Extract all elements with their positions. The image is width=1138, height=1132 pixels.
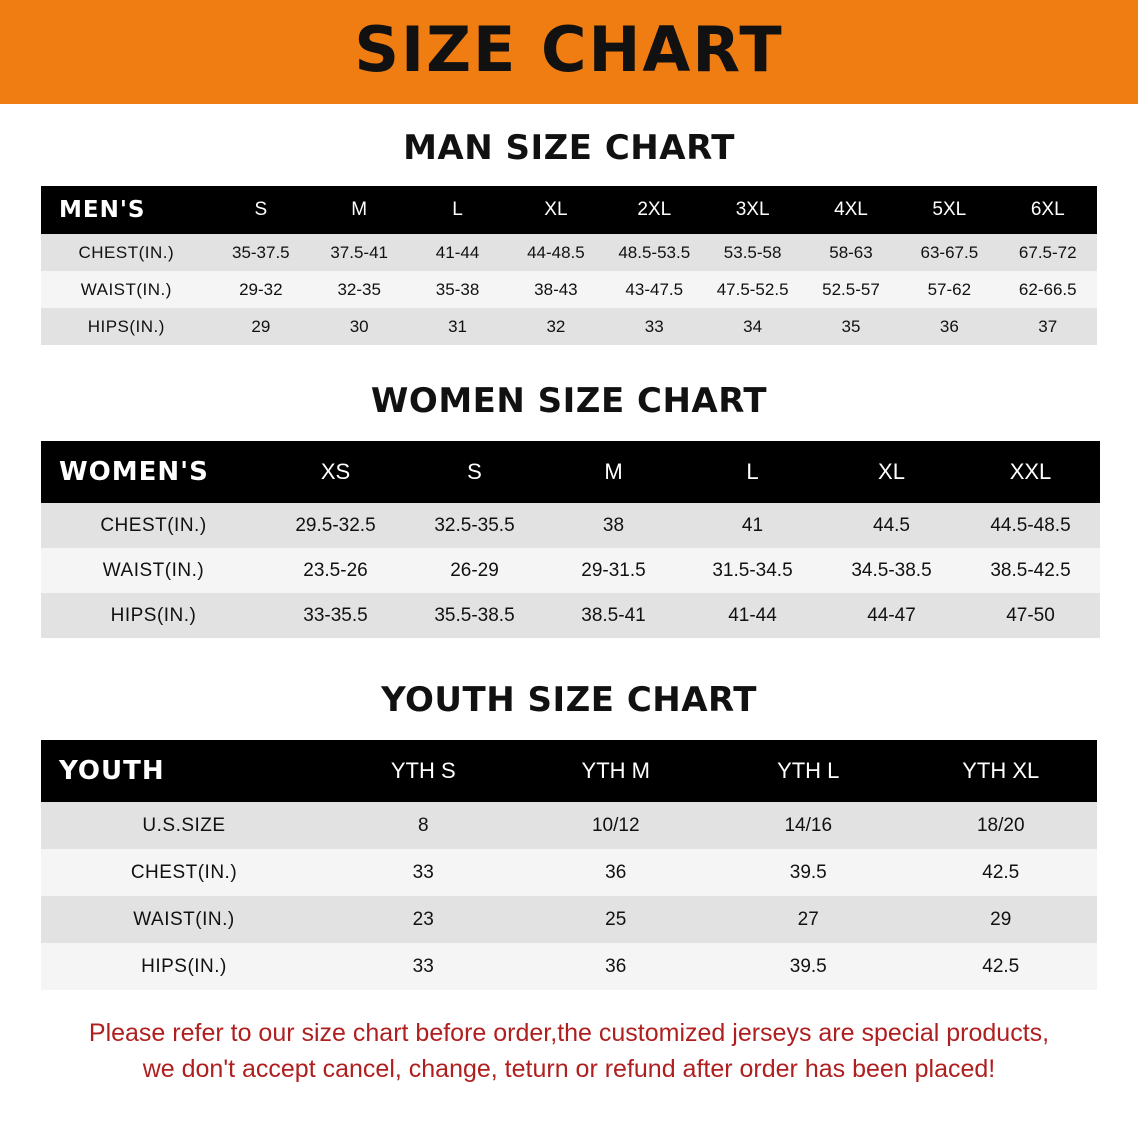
table-cell: 67.5-72: [999, 234, 1097, 271]
table-cell: 33: [605, 308, 703, 345]
table-cell: 38.5-41: [544, 593, 683, 638]
table-cell: 31: [408, 308, 506, 345]
table-cell: 53.5-58: [703, 234, 801, 271]
women-size-table: [41, 441, 1100, 638]
table-row: [41, 802, 1097, 849]
table-row: [41, 271, 1097, 308]
youth-size-table-wrapper: [41, 740, 1097, 990]
table-header-row: [41, 186, 1097, 234]
table-cell: 48.5-53.5: [605, 234, 703, 271]
table-header-row: [41, 740, 1097, 802]
row-label: WAIST(IN.): [41, 896, 327, 943]
table-row: [41, 943, 1097, 990]
column-header: YTH S: [327, 740, 520, 802]
table-cell: 34.5-38.5: [822, 548, 961, 593]
table-cell: 33: [327, 943, 520, 990]
row-label: HIPS(IN.): [41, 943, 327, 990]
policy-note: [64, 1016, 1074, 1087]
column-header: M: [310, 186, 408, 234]
table-cell: 37.5-41: [310, 234, 408, 271]
table-cell: 35.5-38.5: [405, 593, 544, 638]
table-cell: 32.5-35.5: [405, 503, 544, 548]
table-cell: 57-62: [900, 271, 998, 308]
table-header-row: [41, 441, 1100, 503]
table-row: [41, 234, 1097, 271]
table-cell: 38: [544, 503, 683, 548]
column-header: YTH M: [520, 740, 713, 802]
table-cell: 27: [712, 896, 905, 943]
row-label: CHEST(IN.): [41, 849, 327, 896]
table-cell: 33-35.5: [266, 593, 405, 638]
table-cell: 42.5: [905, 849, 1098, 896]
row-label: WAIST(IN.): [41, 271, 212, 308]
table-cell: 35-38: [408, 271, 506, 308]
table-row: [41, 503, 1100, 548]
row-label: HIPS(IN.): [41, 308, 212, 345]
table-row: [41, 593, 1100, 638]
man-size-table: [41, 186, 1097, 345]
table-cell: 37: [999, 308, 1097, 345]
column-header: 6XL: [999, 186, 1097, 234]
youth-size-table: [41, 740, 1097, 990]
column-header: L: [408, 186, 506, 234]
table-row: [41, 548, 1100, 593]
row-label: CHEST(IN.): [41, 503, 266, 548]
row-label: HIPS(IN.): [41, 593, 266, 638]
table-cell: 36: [900, 308, 998, 345]
table-cell: 36: [520, 849, 713, 896]
column-header: YTH L: [712, 740, 905, 802]
table-cell: 8: [327, 802, 520, 849]
page-banner: [0, 0, 1138, 104]
table-cell: 44-48.5: [507, 234, 605, 271]
women-section-heading: WOMEN SIZE CHART: [370, 381, 768, 421]
table-cell: 41-44: [408, 234, 506, 271]
page-title: SIZE CHART: [354, 13, 784, 86]
table-cell: 44.5: [822, 503, 961, 548]
row-label: U.S.SIZE: [41, 802, 327, 849]
table-cell: 39.5: [712, 849, 905, 896]
column-header: S: [405, 441, 544, 503]
table-row: [41, 308, 1097, 345]
table-cell: 52.5-57: [802, 271, 900, 308]
table-cell: 33: [327, 849, 520, 896]
table-cell: 62-66.5: [999, 271, 1097, 308]
table-cell: 36: [520, 943, 713, 990]
policy-note-line-1: Please refer to our size chart before order,the customized jerseys are special products,: [88, 1019, 1050, 1047]
table-cell: 29.5-32.5: [266, 503, 405, 548]
column-header: M: [544, 441, 683, 503]
column-header: WOMEN'S: [41, 441, 266, 503]
table-cell: 63-67.5: [900, 234, 998, 271]
table-cell: 29-31.5: [544, 548, 683, 593]
table-cell: 29: [905, 896, 1098, 943]
table-cell: 18/20: [905, 802, 1098, 849]
table-cell: 23: [327, 896, 520, 943]
man-section-heading: MAN SIZE CHART: [403, 128, 735, 168]
table-cell: 35: [802, 308, 900, 345]
column-header: L: [683, 441, 822, 503]
table-cell: 38.5-42.5: [961, 548, 1100, 593]
table-cell: 39.5: [712, 943, 905, 990]
policy-note-line-2: we don't accept cancel, change, teturn or refund after order has been placed!: [142, 1054, 996, 1083]
table-cell: 35-37.5: [212, 234, 310, 271]
row-label: CHEST(IN.): [41, 234, 212, 271]
table-cell: 47-50: [961, 593, 1100, 638]
column-header: XS: [266, 441, 405, 503]
table-cell: 10/12: [520, 802, 713, 849]
column-header: YOUTH: [41, 740, 327, 802]
table-cell: 31.5-34.5: [683, 548, 822, 593]
table-cell: 29-32: [212, 271, 310, 308]
man-size-table-wrapper: [41, 186, 1097, 345]
table-cell: 44-47: [822, 593, 961, 638]
column-header: XL: [822, 441, 961, 503]
table-cell: 32: [507, 308, 605, 345]
youth-section-heading: YOUTH SIZE CHART: [381, 680, 757, 720]
table-cell: 47.5-52.5: [703, 271, 801, 308]
table-cell: 14/16: [712, 802, 905, 849]
row-label: WAIST(IN.): [41, 548, 266, 593]
table-cell: 38-43: [507, 271, 605, 308]
column-header: 2XL: [605, 186, 703, 234]
table-row: [41, 896, 1097, 943]
table-cell: 44.5-48.5: [961, 503, 1100, 548]
table-cell: 32-35: [310, 271, 408, 308]
table-cell: 34: [703, 308, 801, 345]
column-header: XL: [507, 186, 605, 234]
table-cell: 30: [310, 308, 408, 345]
table-cell: 25: [520, 896, 713, 943]
table-cell: 26-29: [405, 548, 544, 593]
column-header: 5XL: [900, 186, 998, 234]
column-header: XXL: [961, 441, 1100, 503]
table-cell: 43-47.5: [605, 271, 703, 308]
column-header: 4XL: [802, 186, 900, 234]
column-header: YTH XL: [905, 740, 1098, 802]
table-cell: 58-63: [802, 234, 900, 271]
table-cell: 41: [683, 503, 822, 548]
column-header: MEN'S: [41, 186, 212, 234]
women-size-table-wrapper: [41, 441, 1097, 638]
table-cell: 41-44: [683, 593, 822, 638]
table-cell: 29: [212, 308, 310, 345]
table-cell: 42.5: [905, 943, 1098, 990]
column-header: S: [212, 186, 310, 234]
table-row: [41, 849, 1097, 896]
table-cell: 23.5-26: [266, 548, 405, 593]
column-header: 3XL: [703, 186, 801, 234]
